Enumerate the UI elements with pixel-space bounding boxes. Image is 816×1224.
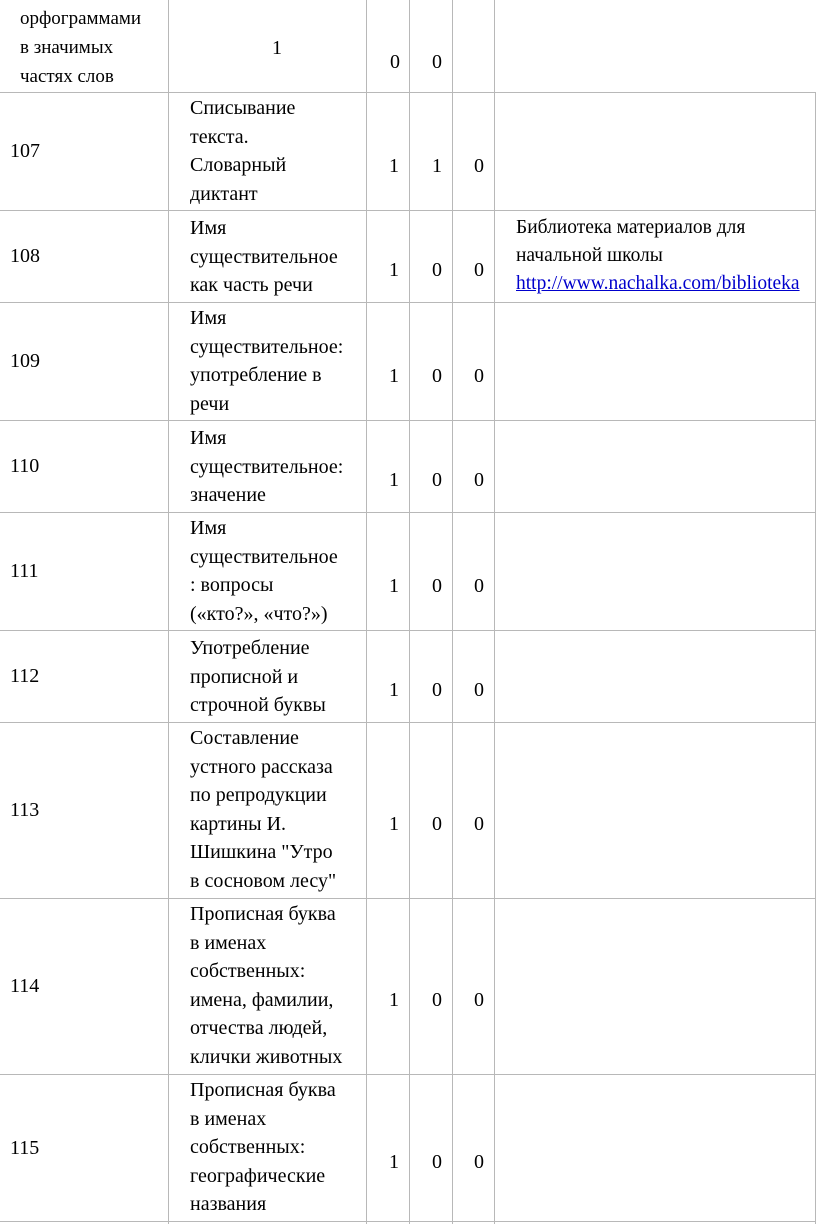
topic-line: Употребление [190, 637, 310, 659]
practical-cell: 0 [474, 989, 484, 1011]
row-number: 109 [10, 350, 40, 372]
topic-line: в значимых [20, 37, 114, 58]
practical-cell: 0 [474, 469, 484, 491]
topic-line: Имя [190, 427, 227, 449]
control-cell: 1 [432, 155, 442, 177]
topic-line: собственных: [190, 960, 306, 982]
control-cell: 0 [390, 51, 400, 73]
hours-cell: 1 [389, 679, 399, 701]
column-divider [409, 0, 410, 1224]
topic-line: («кто?», «что?») [190, 602, 328, 625]
row-divider [0, 420, 816, 421]
topic-line: прописной и [190, 665, 299, 688]
topic-line: Имя [190, 517, 227, 539]
row-number: 115 [10, 1137, 40, 1159]
topic-line: Прописная буква [190, 1079, 336, 1101]
topic-line: Прописная буква [190, 903, 336, 925]
topic-line: текста. [190, 125, 249, 148]
control-cell: 0 [432, 813, 442, 835]
hours-cell: 1 [389, 469, 399, 491]
topic-line: имена, фамилии, [190, 988, 334, 1011]
row-divider [0, 1221, 816, 1222]
topic-cell [190, 900, 342, 1071]
control-cell: 0 [432, 259, 442, 281]
control-cell: 0 [432, 1151, 442, 1173]
topic-line: частях слов [20, 66, 114, 87]
column-divider [168, 0, 169, 1224]
topic-cell [190, 724, 336, 895]
topic-line: картины И. [190, 812, 287, 835]
hours-cell: 1 [272, 37, 282, 59]
hours-cell: 1 [389, 259, 399, 281]
hours-cell: 1 [389, 575, 399, 597]
topic-line: : вопросы [190, 574, 274, 596]
practical-cell: 0 [474, 575, 484, 597]
column-divider [366, 0, 367, 1224]
topic-cell [20, 4, 141, 91]
topic-cell [190, 304, 343, 418]
topic-line: существительное: [190, 335, 344, 358]
resource-title-line: Библиотека материалов для [516, 217, 746, 238]
topic-line: диктант [190, 182, 258, 205]
topic-line: Словарный [190, 154, 287, 176]
practical-cell: 0 [474, 813, 484, 835]
row-number: 107 [10, 140, 40, 162]
control-cell: 0 [432, 989, 442, 1011]
column-divider [452, 0, 453, 1224]
topic-line: в сосновом лесу" [190, 869, 337, 892]
row-divider [0, 92, 816, 93]
topic-cell [190, 424, 343, 510]
topic-line: Имя [190, 217, 227, 239]
hours-cell: 1 [389, 989, 399, 1011]
topic-line: Составление [190, 727, 299, 749]
practical-cell: 0 [474, 679, 484, 701]
topic-line: существительное [190, 545, 338, 568]
practical-cell: 0 [474, 155, 484, 177]
topic-line: Списывание [190, 97, 296, 119]
control-cell: 0 [432, 365, 442, 387]
topic-line: орфограммами [20, 8, 142, 29]
row-number: 112 [10, 665, 40, 687]
row-divider [0, 630, 816, 631]
row-number: 108 [10, 245, 40, 267]
topic-line: Имя [190, 307, 227, 329]
hours-cell: 1 [389, 813, 399, 835]
topic-cell [190, 94, 295, 208]
topic-cell [190, 514, 338, 628]
topic-line: Шишкина "Утро [190, 841, 333, 863]
control-cell: 0 [432, 469, 442, 491]
topic-line: устного рассказа [190, 755, 333, 778]
row-number: 113 [10, 799, 40, 821]
practical-cell: 0 [474, 365, 484, 387]
column-divider [494, 0, 495, 1224]
row-divider [0, 512, 816, 513]
topic-line: в именах [190, 1107, 267, 1130]
topic-cell [190, 634, 326, 720]
practical-cell: 0 [474, 1151, 484, 1173]
row-divider [0, 1074, 816, 1075]
row-divider [0, 302, 816, 303]
topic-line: клички животных [190, 1045, 343, 1068]
resource-cell [516, 214, 800, 298]
topic-line: в именах [190, 931, 267, 954]
topic-cell [190, 1076, 336, 1219]
topic-line: названия [190, 1193, 267, 1215]
row-divider [0, 722, 816, 723]
topic-line: речи [190, 392, 230, 415]
row-divider [0, 210, 816, 211]
control-cell: 0 [432, 575, 442, 597]
topic-cell [190, 214, 338, 300]
topic-line: существительное [190, 245, 338, 268]
hours-cell: 1 [389, 365, 399, 387]
hours-cell: 1 [389, 155, 399, 177]
topic-line: собственных: [190, 1136, 306, 1158]
practical-cell: 0 [432, 51, 442, 73]
resource-title-line: начальной школы [516, 245, 663, 266]
topic-line: строчной буквы [190, 694, 326, 716]
topic-line: существительное: [190, 455, 344, 478]
row-number: 114 [10, 975, 40, 997]
topic-line: значение [190, 484, 266, 506]
row-number: 111 [10, 560, 39, 582]
topic-line: по репродукции [190, 784, 327, 806]
topic-line: употребление в [190, 364, 322, 386]
control-cell: 0 [432, 679, 442, 701]
hours-cell: 1 [389, 1151, 399, 1173]
topic-line: отчества людей, [190, 1017, 328, 1039]
row-divider [0, 898, 816, 899]
practical-cell: 0 [474, 259, 484, 281]
row-number: 110 [10, 455, 40, 477]
topic-line: географические [190, 1164, 326, 1187]
resource-link[interactable]: http://www.nachalka.com/biblioteka [516, 273, 800, 294]
topic-line: как часть речи [190, 274, 313, 296]
